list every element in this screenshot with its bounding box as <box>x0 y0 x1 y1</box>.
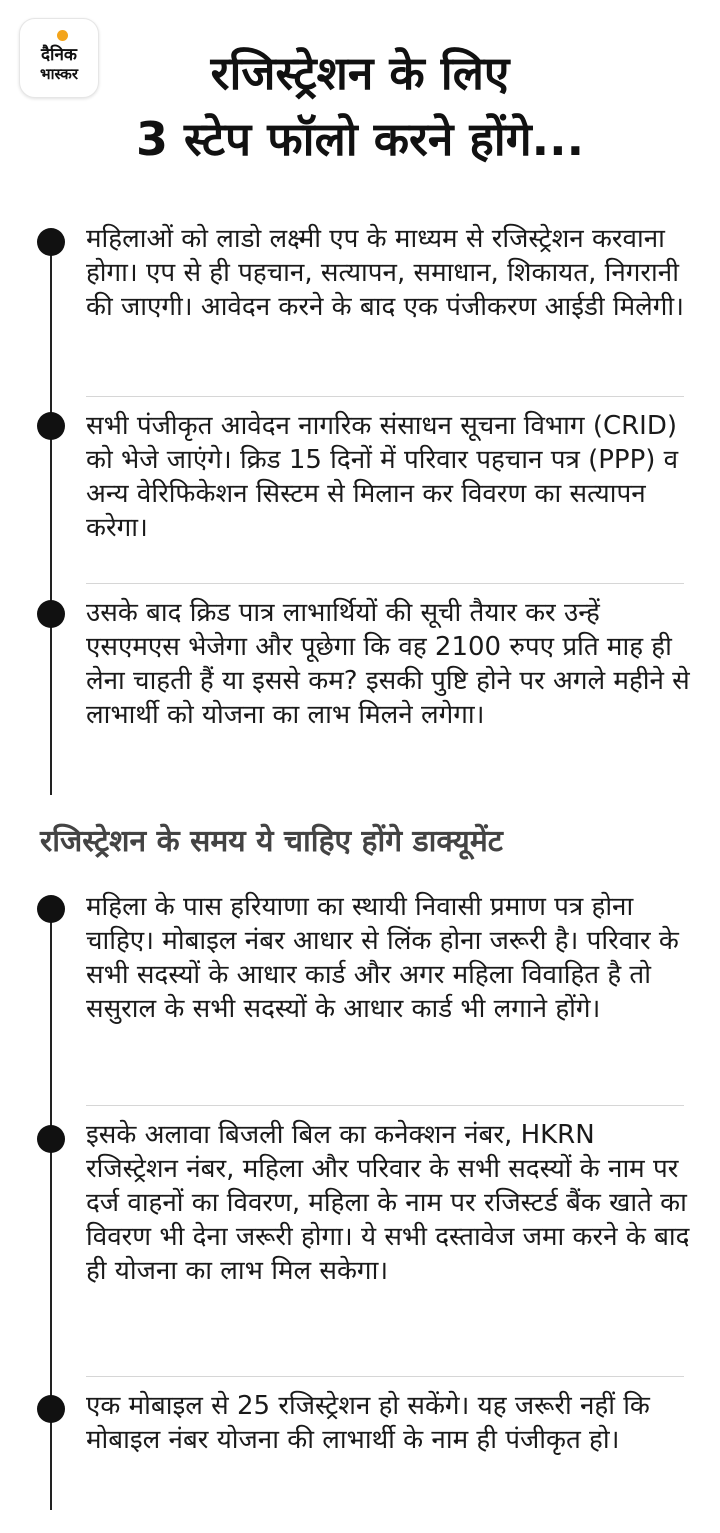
page-title-line2: 3 स्टेप फॉलो करने होंगे... <box>135 112 585 166</box>
step-item-2: सभी पंजीकृत आवेदन नागरिक संसाधन सूचना विभाग (CRID) को भेजे जाएंगे। क्रिड 15 दिनों में परिवार पहचान पत्र (PPP) व अन्य वेरिफिकेशन सिस्टम से मिलान कर विवरण का सत्यापन करेगा। <box>86 411 679 543</box>
bullet-icon <box>37 228 65 256</box>
bullet-icon <box>37 1125 65 1153</box>
bullet-icon <box>37 600 65 628</box>
document-item-2: इसके अलावा बिजली बिल का कनेक्शन नंबर, HKRN रजिस्ट्रेशन नंबर, महिला और परिवार के सभी सदस्यों के नाम पर दर्ज वाहनों का विवरण, महिला के नाम पर रजिस्टर्ड बैंक खाते का विवरण भी देना जरूरी होगा। ये सभी दस्तावेज जमा करने के बाद ही योजना का लाभ मिल सकेगा। <box>86 1120 690 1286</box>
logo-text-line1: दैनिक <box>41 45 77 65</box>
bullet-icon <box>37 895 65 923</box>
document-item-3: एक मोबाइल से 25 रजिस्ट्रेशन हो सकेंगे। यह जरूरी नहीं कि मोबाइल नंबर योजना की लाभार्थी के नाम ही पंजीकृत हो। <box>86 1391 650 1455</box>
page-title-line1: रजिस्ट्रेशन के लिए <box>210 46 510 100</box>
document-item-1: महिला के पास हरियाणा का स्थायी निवासी प्रमाण पत्र होना चाहिए। मोबाइल नंबर आधार से लिंक होना जरूरी है। परिवार के सभी सदस्यों के आधार कार्ड और अगर महिला विवाहित है तो ससुराल के सभी सदस्यों के आधार कार्ड भी लगाने होंगे। <box>86 892 679 1024</box>
divider <box>86 396 684 397</box>
page-title <box>40 40 680 172</box>
step-item-1: महिलाओं को लाडो लक्ष्मी एप के माध्यम से रजिस्ट्रेशन करवाना होगा। एप से ही पहचान, सत्यापन, समाधान, शिकायत, निगरानी की जाएगी। आवेदन करने के बाद एक पंजीकरण आईडी मिलेगी। <box>86 224 685 322</box>
bullet-icon <box>37 412 65 440</box>
documents-heading: रजिस्ट्रेशन के समय ये चाहिए होंगे डाक्यूमेंट <box>40 824 503 859</box>
divider <box>86 583 684 584</box>
logo-text-line2: भास्कर <box>40 65 78 83</box>
step-item-3: उसके बाद क्रिड पात्र लाभार्थियों की सूची तैयार कर उन्हें एसएमएस भेजेगा और पूछेगा कि वह 2100 रुपए प्रति माह ही लेना चाहती हैं या इससे कम? इसकी पुष्टि होने पर अगले महीने से लाभार्थी को योजना का लाभ मिलने लगेगा। <box>86 598 690 730</box>
bullet-icon <box>37 1395 65 1423</box>
timeline-line <box>50 230 52 795</box>
divider <box>86 1376 684 1377</box>
divider <box>86 1105 684 1106</box>
